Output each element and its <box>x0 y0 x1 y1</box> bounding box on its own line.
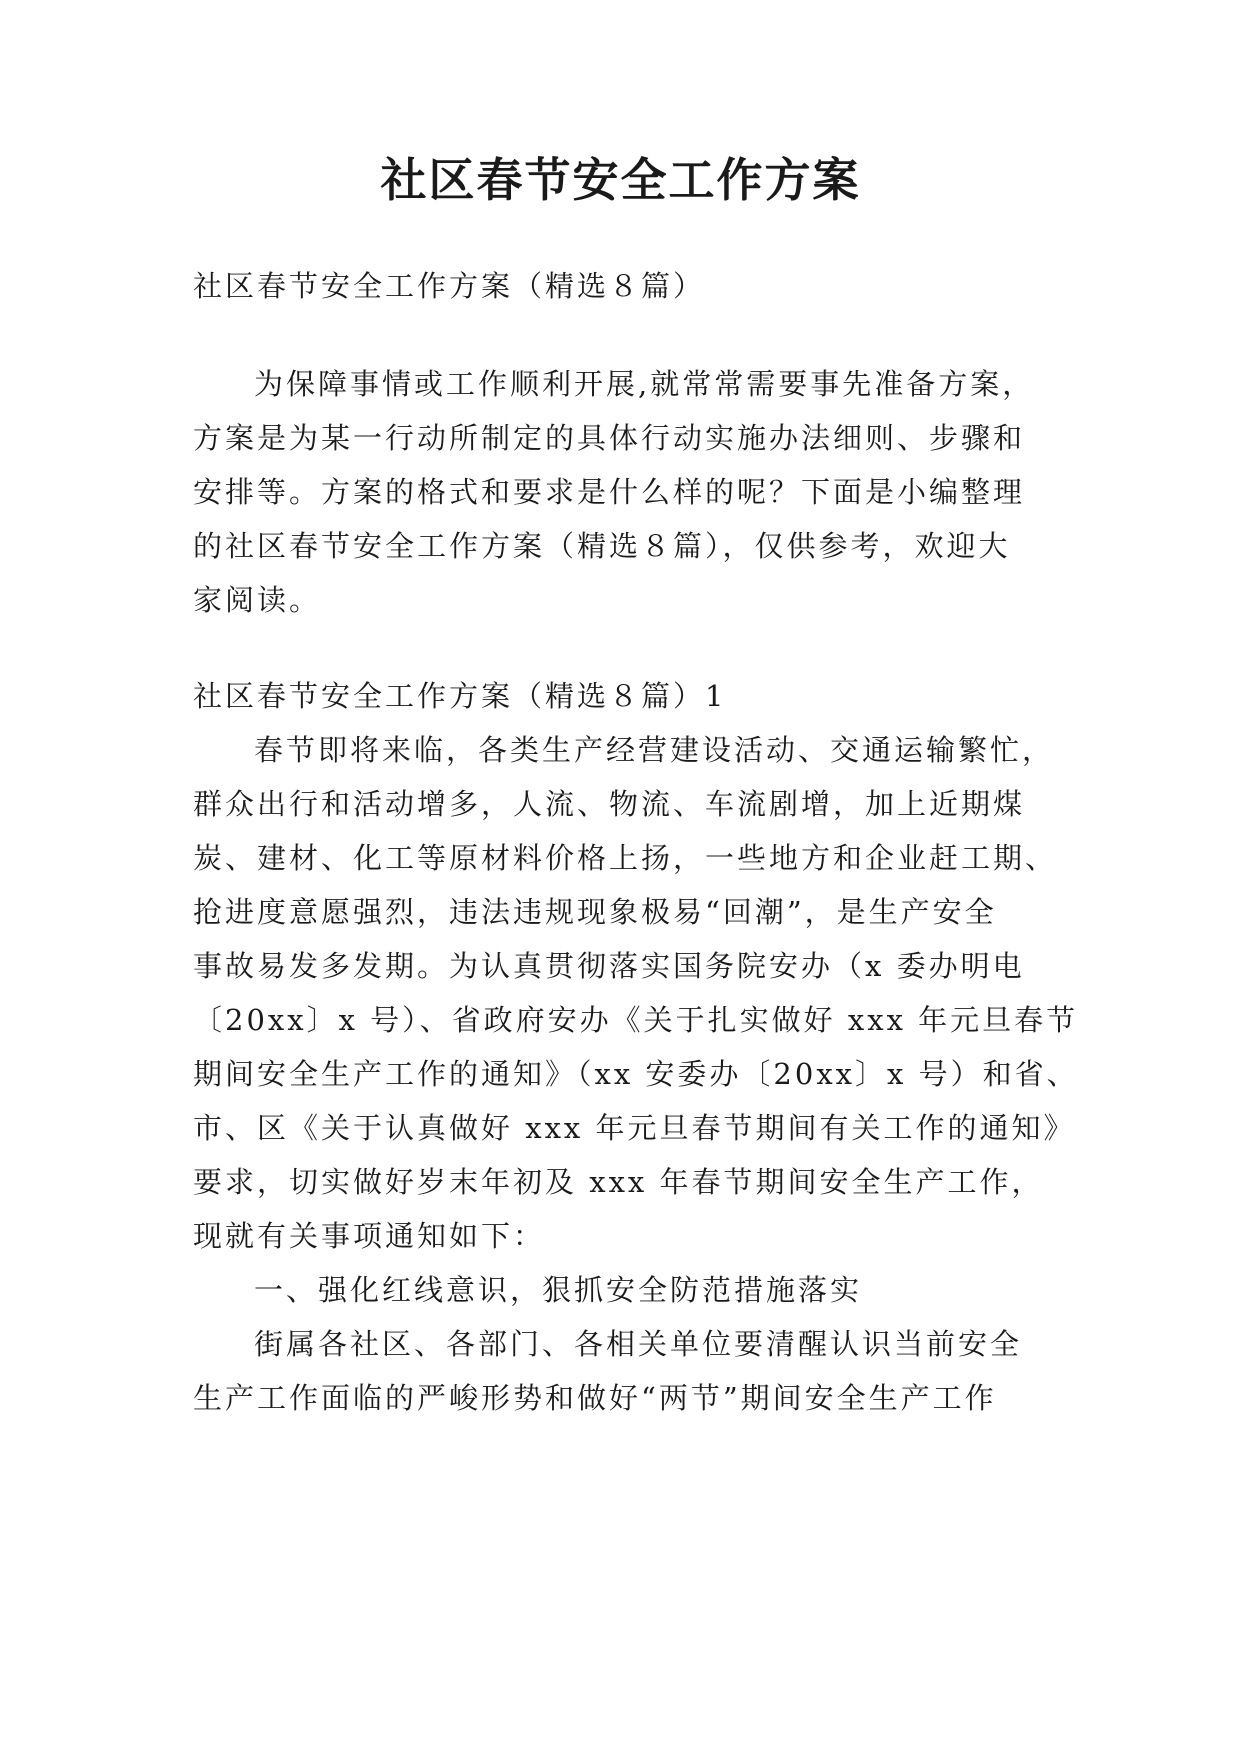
intro-line: 的社区春节安全工作方案（精选８篇），仅供参考，欢迎大 <box>193 529 1011 563</box>
section-heading: 社区春节安全工作方案（精选８篇）1 <box>193 679 727 713</box>
intro-line: 方案是为某一行动所制定的具体行动实施办法细则、步骤和 <box>193 421 1026 455</box>
body-line: 群众出行和活动增多，人流、物流、车流剧增，加上近期煤 <box>193 787 1026 821</box>
intro-line: 安排等。方案的格式和要求是什么样的呢？下面是小编整理 <box>193 475 1026 509</box>
body-line: 事故易发多发期。为认真贯彻落实国务院安办（x 委办明电 <box>193 949 1025 983</box>
body-line: 街属各社区、各部门、各相关单位要清醒认识当前安全 <box>254 1327 1023 1361</box>
body-line: 抢进度意愿强烈，违法违规现象极易“回潮”，是生产安全 <box>193 895 997 929</box>
body-line: 期间安全生产工作的通知》（xx 安委办〔20xx〕x 号）和省、 <box>193 1057 1079 1091</box>
body-line: 现就有关事项通知如下： <box>193 1219 546 1253</box>
point-heading: 一、强化红线意识，狠抓安全防范措施落实 <box>254 1273 863 1307</box>
body-line: 市、区《关于认真做好 xxx 年元旦春节期间有关工作的通知》 <box>193 1111 1076 1145</box>
document-title: 社区春节安全工作方案 <box>380 153 861 207</box>
document-subtitle: 社区春节安全工作方案（精选８篇） <box>193 269 706 303</box>
intro-line: 家阅读。 <box>193 583 322 617</box>
body-line: 要求，切实做好岁末年初及 xxx 年春节期间安全生产工作， <box>193 1165 1044 1199</box>
intro-line: 为保障事情或工作顺利开展,就常常需要事先准备方案， <box>254 367 1035 401</box>
body-line: 〔20xx〕x 号）、省政府安办《关于扎实做好 xxx 年元旦春节 <box>193 1003 1079 1037</box>
body-line: 春节即将来临，各类生产经营建设活动、交通运输繁忙， <box>254 733 1055 767</box>
body-line: 炭、建材、化工等原材料价格上扬，一些地方和企业赶工期、 <box>193 841 1058 875</box>
body-line: 生产工作面临的严峻形势和做好“两节”期间安全生产工作 <box>193 1381 997 1415</box>
